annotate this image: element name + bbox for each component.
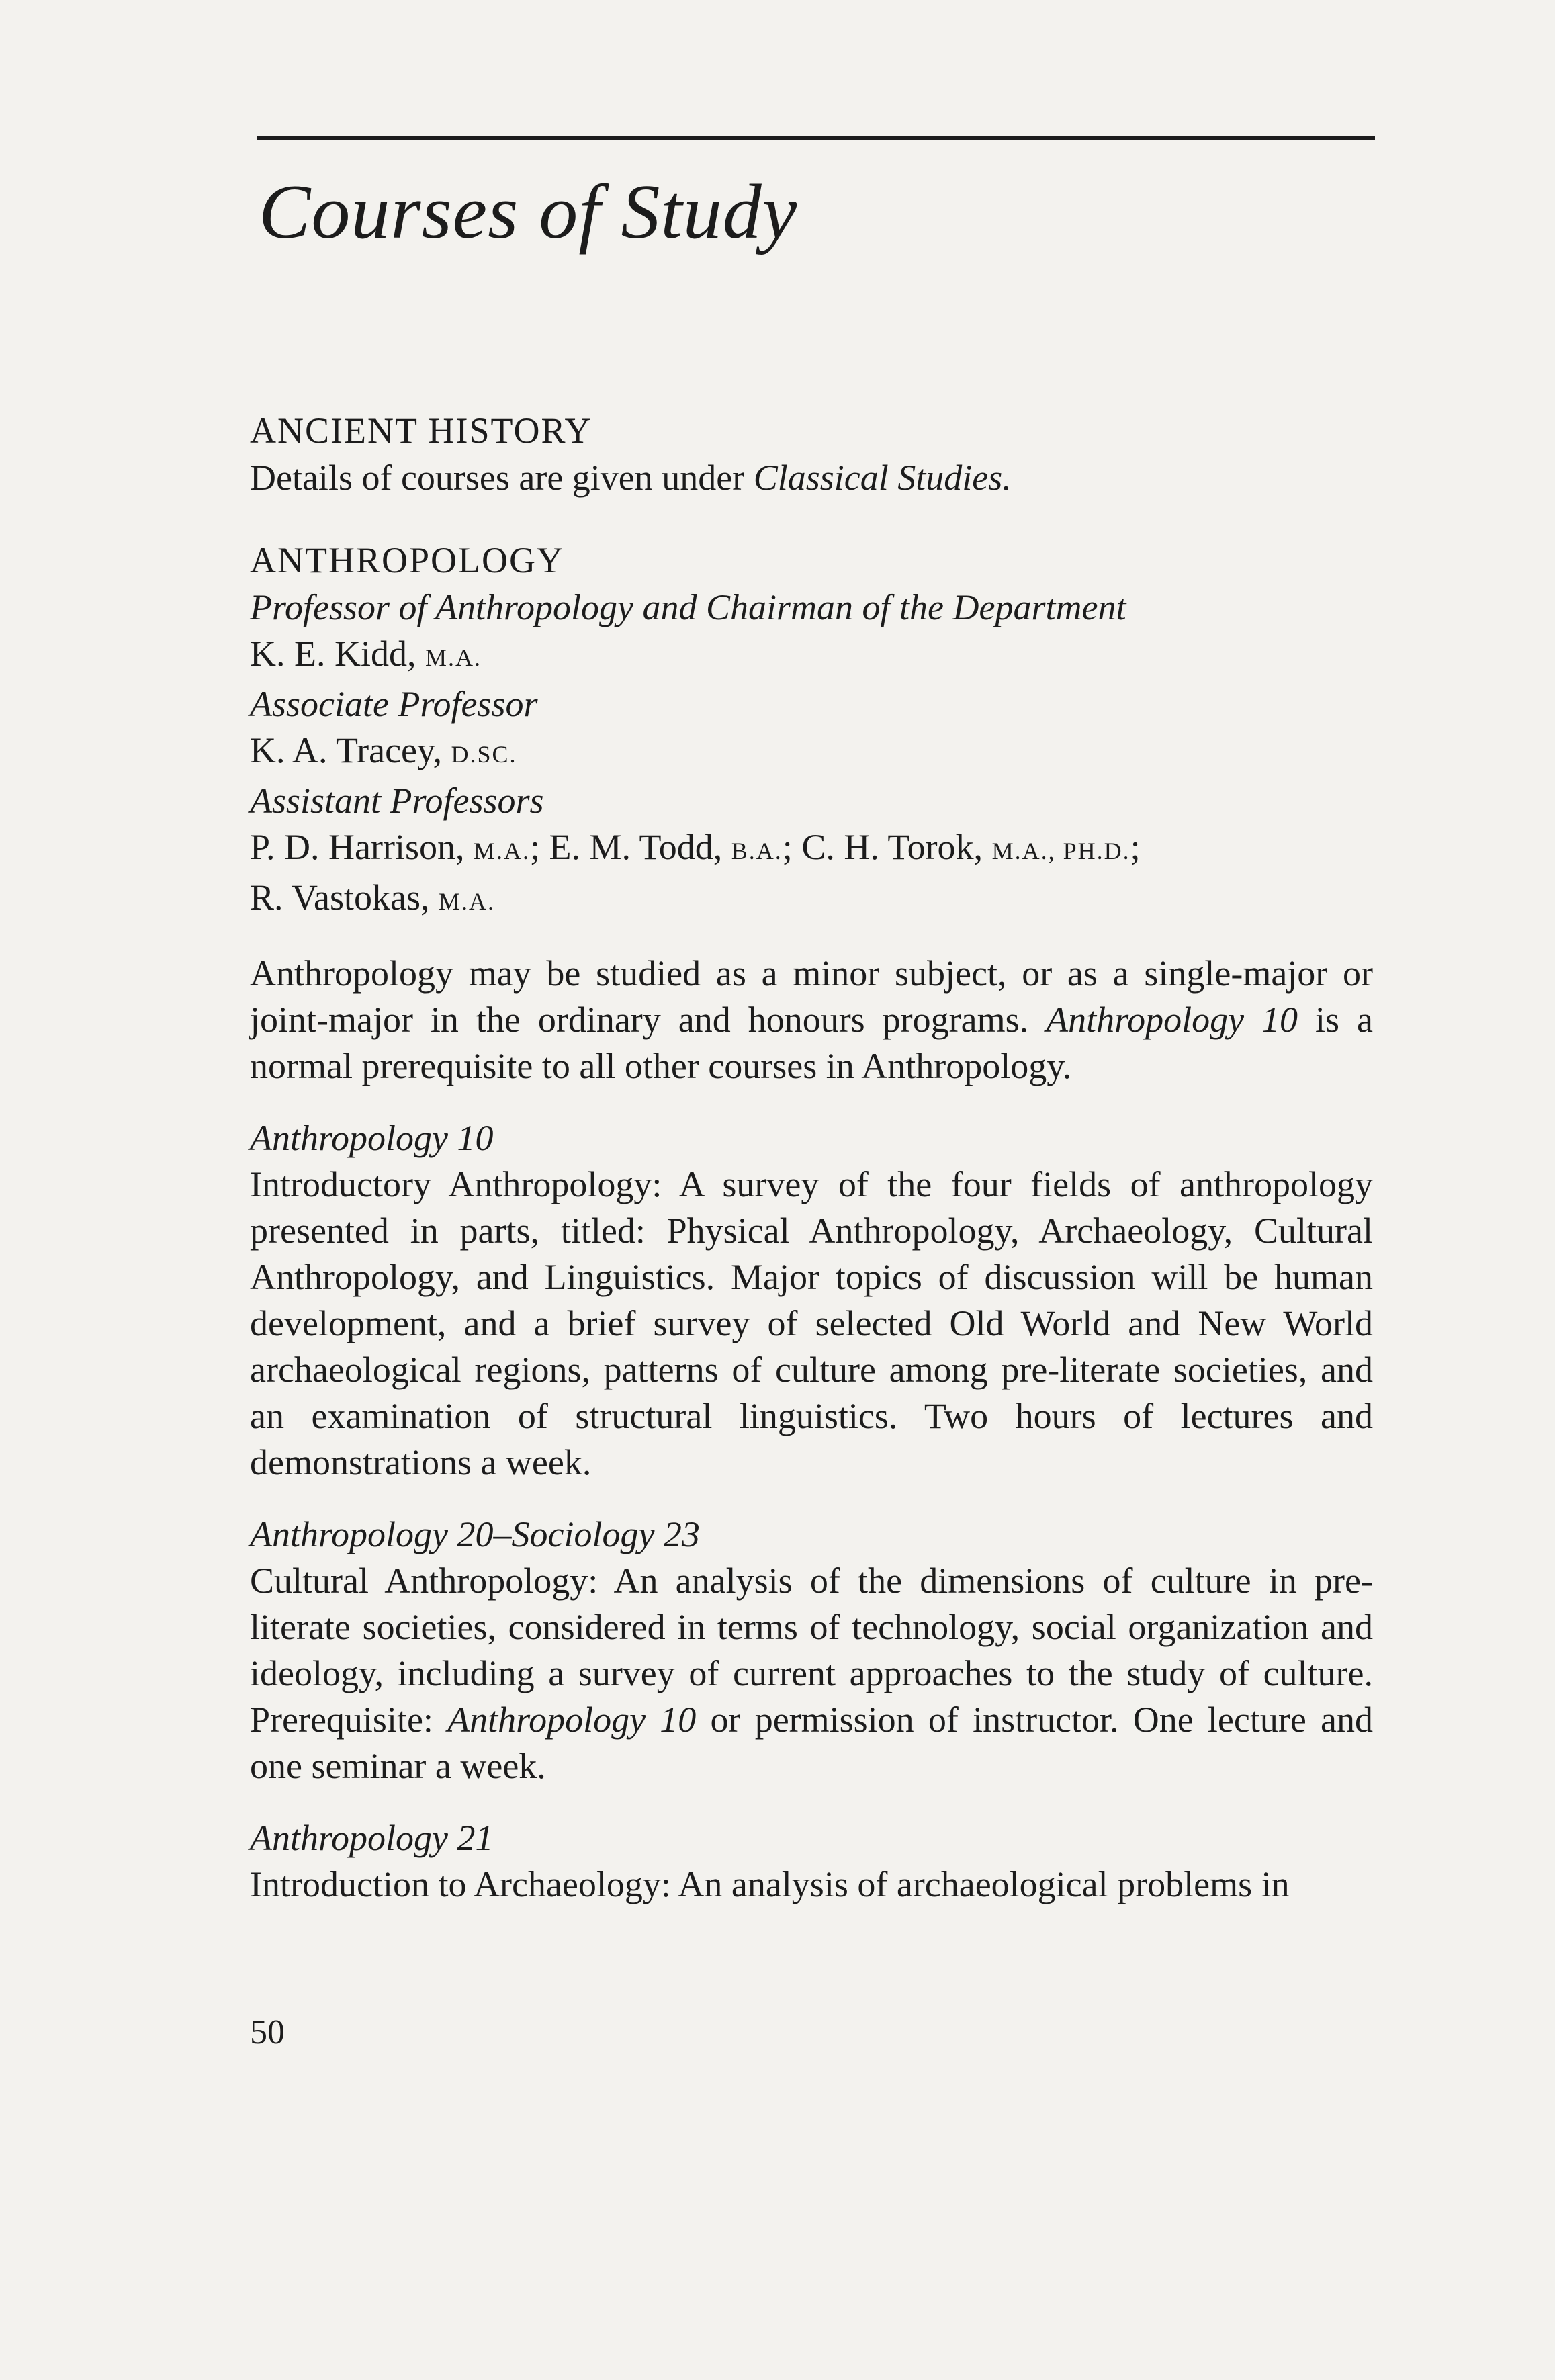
section-heading-anthropology: ANTHROPOLOGY	[250, 540, 564, 580]
faculty-name: K. A. Tracey,	[250, 730, 451, 770]
faculty-degree: B.A.	[731, 838, 783, 865]
faculty-name: E. M. Todd,	[549, 827, 731, 867]
faculty-title-assistant: Assistant Professors	[250, 781, 544, 821]
faculty-degree: M.A.	[425, 644, 482, 671]
page-number: 50	[250, 2013, 285, 2052]
course-number: Anthropology 20–Sociology 23	[250, 1514, 700, 1554]
course-entry	[250, 1815, 1373, 1908]
faculty-degree: M.A., PH.D.	[991, 838, 1130, 865]
course-reference: Anthropology 10	[1046, 1000, 1298, 1040]
faculty-member-associate	[250, 728, 1373, 778]
section-ancient-history	[250, 406, 1373, 501]
course-entry	[250, 1511, 1373, 1790]
course-number: Anthropology 10	[250, 1118, 494, 1158]
faculty-title-associate: Associate Professor	[250, 684, 538, 724]
course-description: Introduction to Archaeology: An analysis of archaeological problems in	[250, 1864, 1290, 1904]
note-text: Details of courses are given under	[250, 457, 754, 498]
note-reference: Classical Studies.	[753, 457, 1012, 498]
faculty-degree: D.SC.	[451, 741, 517, 768]
section-heading-ancient-history: ANCIENT HISTORY	[250, 410, 592, 451]
course-description: Cultural Anthropology: An analysis of the dimensions of culture in pre-literate societies, considered in terms of technology, social organization and ideology, including a survey of current approaches to the study of culture. Prerequisite: Anthropology 10 or permission of instructor. One lecture and one seminar a week.	[250, 1560, 1373, 1786]
faculty-members-assistant: P. D. Harrison, M.A.; E. M. Todd, B.A.; C. H. Torok, M.A., PH.D.; R. Vastokas, M.A.	[250, 827, 1141, 918]
section-anthropology	[250, 536, 1373, 1908]
faculty-name: C. H. Torok,	[801, 827, 992, 867]
faculty-title-professor: Professor of Anthropology and Chairman of the Department	[250, 587, 1126, 627]
course-entry	[250, 1115, 1373, 1486]
faculty-member-professor	[250, 631, 1373, 681]
course-description: Introductory Anthropology: A survey of the four fields of anthropology presented in parts, titled: Physical Anthropology, Archaeology, Cultural Anthropology, and Linguistics. Major topics of discussion will be human development, and a brief survey of selected Old World and New World archaeological regions, patterns of culture among pre-literate societies, and an examination of structural linguistics. Two hours of lectures and demonstrations a week.	[250, 1164, 1373, 1483]
cross-reference-note	[250, 455, 1373, 501]
faculty-name: R. Vastokas,	[250, 877, 439, 918]
faculty-list	[250, 584, 1373, 925]
course-number: Anthropology 21	[250, 1818, 494, 1858]
faculty-degree: M.A.	[474, 838, 531, 865]
faculty-name: P. D. Harrison,	[250, 827, 474, 867]
faculty-degree: M.A.	[439, 888, 496, 915]
page-body	[250, 406, 1373, 1908]
page-title: Courses of Study	[259, 169, 798, 255]
section-intro-paragraph: Anthropology may be studied as a minor subject, or as a single-major or joint-major in the ordinary and honours programs. Anthropology 10 is a normal prerequisite to all other courses in Anthropology.	[250, 953, 1373, 1086]
course-reference: Anthropology 10	[447, 1700, 697, 1740]
header-rule	[257, 136, 1375, 140]
faculty-name: K. E. Kidd,	[250, 633, 425, 674]
